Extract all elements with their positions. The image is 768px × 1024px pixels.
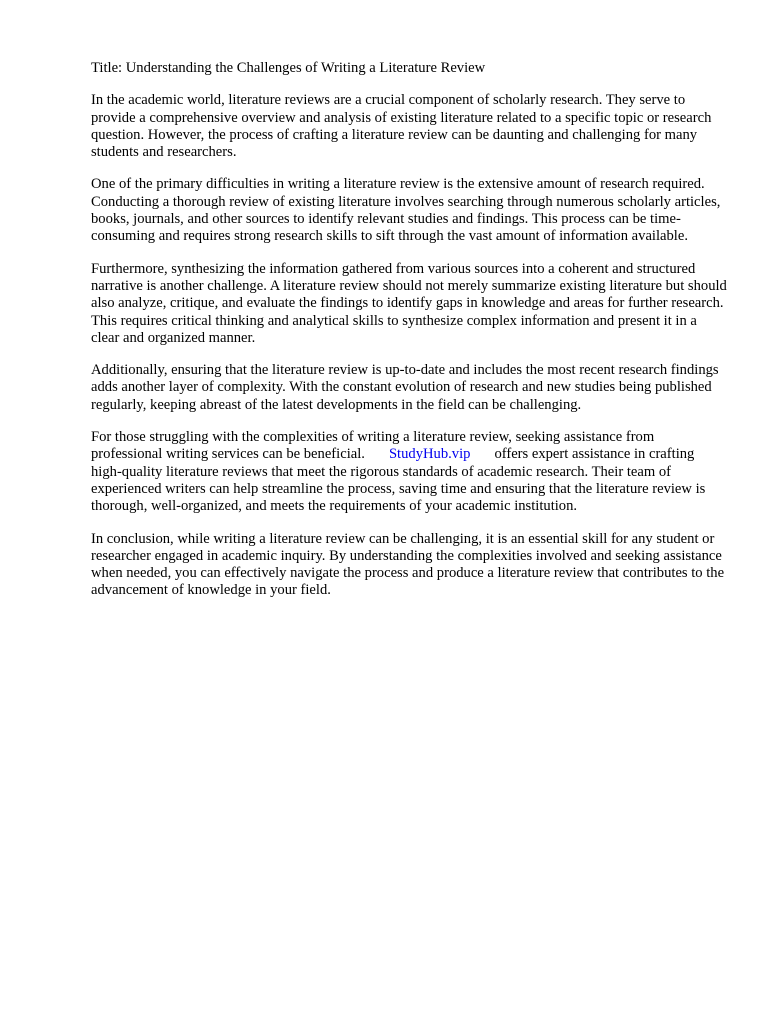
studyhub-link[interactable]: StudyHub.vip xyxy=(388,446,471,463)
document-title: Title: Understanding the Challenges of Writing a Literature Review xyxy=(91,60,486,76)
paragraph-synthesis-challenge: Furthermore, synthesizing the information gathered from various sources into a coherent and structured narrative is another challenge. A literature review should not merely summarize existing literature but should also analyze, critique, and evaluate the findings to identify gaps in knowledge and areas for further research. This requires critical thinking and analytical skills to synthesize complex information and present it in a clear and organized manner. xyxy=(91,260,727,346)
paragraph-intro: In the academic world, literature reviews are a crucial component of scholarly research. They serve to provide a comprehensive overview and analysis of existing literature related to a specific topic or research question. However, the process of crafting a literature review can be daunting and challenging for many students and researchers. xyxy=(91,92,712,161)
paragraph-conclusion: In conclusion, while writing a literature review can be challenging, it is an essential skill for any student or researcher engaged in academic inquiry. By understanding the complexities involved and seeking assistance when needed, you can effectively navigate the process and produce a literature review that contributes to the advancement of knowledge in your field. xyxy=(91,530,725,599)
assistance-text-after: offers expert assistance in crafting high-quality literature reviews that meet the rigorous standards of academic research. Their team of experienced writers can help streamline the process, saving time and ensuring that the literature review is thorough, well-organized, and meets the requirements of your academic institution. xyxy=(91,446,706,515)
paragraph-up-to-date: Additionally, ensuring that the literature review is up-to-date and includes the most recent research findings adds another layer of complexity. With the constant evolution of research and new studies being published regularly, keeping abreast of the latest developments in the field can be challenging. xyxy=(91,362,719,413)
assistance-text-before: For those struggling with the complexities of writing a literature review, seeking assistance from professional writing services can be beneficial. xyxy=(91,429,655,463)
document-page xyxy=(91,60,727,615)
paragraph-assistance xyxy=(91,429,727,515)
paragraph-research-difficulty: One of the primary difficulties in writing a literature review is the extensive amount of research required. Conducting a thorough review of existing literature involves searching through numerous scholarly articles, books, journals, and other sources to identify relevant studies and findings. This process can be time-consuming and requires strong research skills to sift through the vast amount of information available. xyxy=(91,176,721,245)
